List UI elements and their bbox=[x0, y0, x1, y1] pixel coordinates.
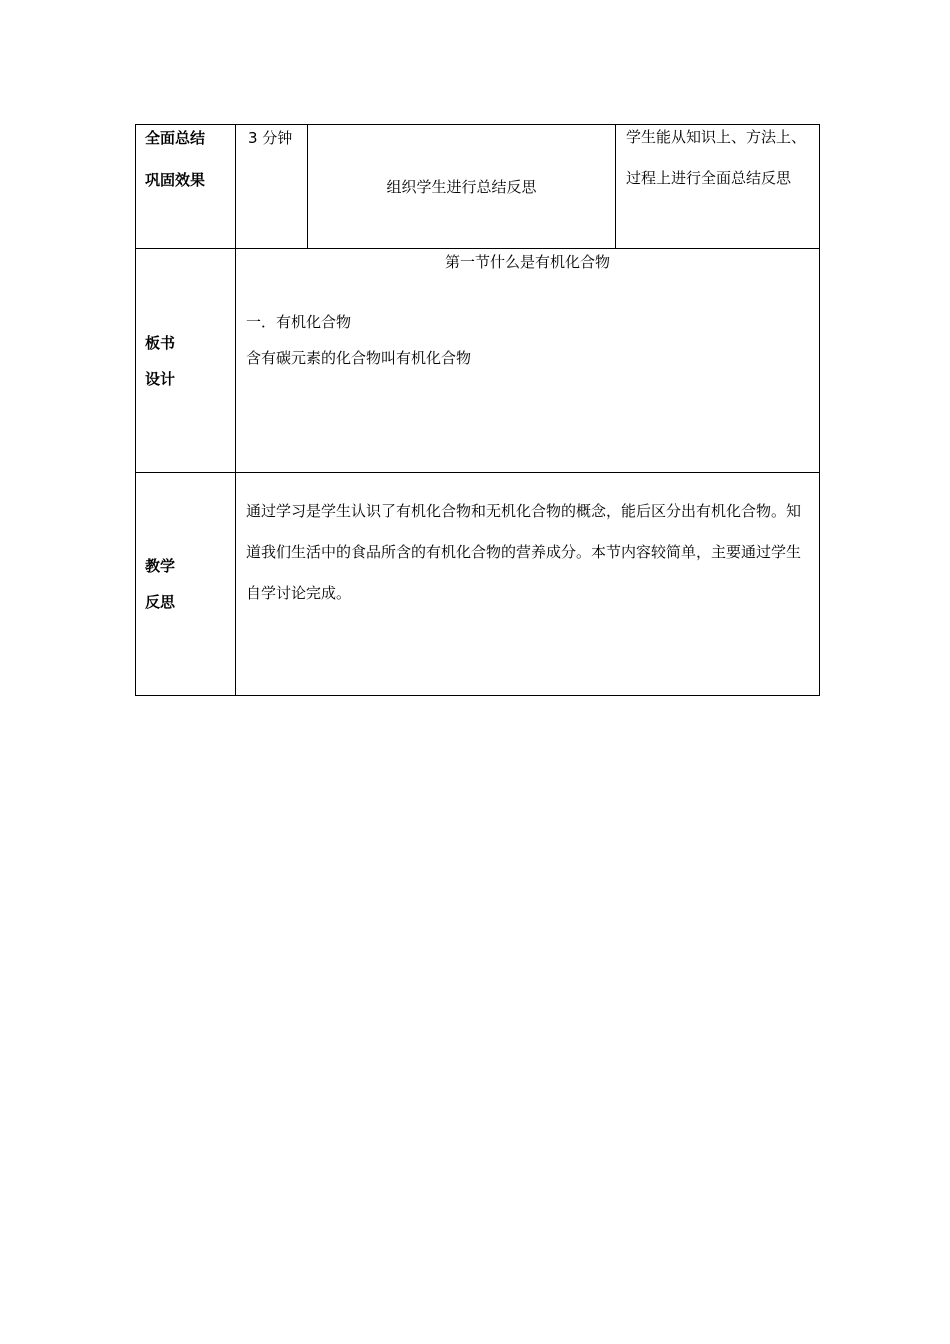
reflection-label-line1: 教学 bbox=[145, 557, 176, 575]
board-title: 第一节什么是有机化合物 bbox=[444, 253, 610, 271]
reflection-row bbox=[136, 473, 820, 696]
reflection-label-line2: 反思 bbox=[145, 593, 176, 611]
board-label-line2: 设计 bbox=[145, 369, 176, 388]
time-cell: 3 分钟 bbox=[236, 125, 308, 249]
reflection-text: 通过学习是学生认识了有机化合物和无机化合物的概念，能后区分出有机化合物。知道我们生活中的食品所含的有机化合物的营养成分。本节内容较简单，主要通过学生自学讨论完成。 bbox=[246, 502, 802, 602]
board-label-cell bbox=[136, 249, 236, 473]
lesson-plan-table bbox=[135, 124, 820, 696]
phase-label-line1: 全面总结 bbox=[145, 129, 206, 147]
phase-cell bbox=[136, 125, 236, 249]
goal-text: 学生能从知识上、方法上、过程上进行全面总结反思 bbox=[626, 128, 807, 187]
board-label-line1: 板书 bbox=[145, 333, 176, 352]
board-design-row bbox=[136, 249, 820, 473]
board-heading: 一．有机化合物 bbox=[246, 313, 352, 331]
reflection-content-cell bbox=[236, 473, 820, 696]
activity-cell: 组织学生进行总结反思 bbox=[308, 125, 616, 249]
summary-row bbox=[136, 125, 820, 249]
phase-label-line2: 巩固效果 bbox=[145, 171, 206, 189]
goal-cell bbox=[616, 125, 820, 249]
board-content-cell bbox=[236, 249, 820, 473]
reflection-label-cell bbox=[136, 473, 236, 696]
board-definition: 含有碳元素的化合物叫有机化合物 bbox=[246, 349, 472, 367]
